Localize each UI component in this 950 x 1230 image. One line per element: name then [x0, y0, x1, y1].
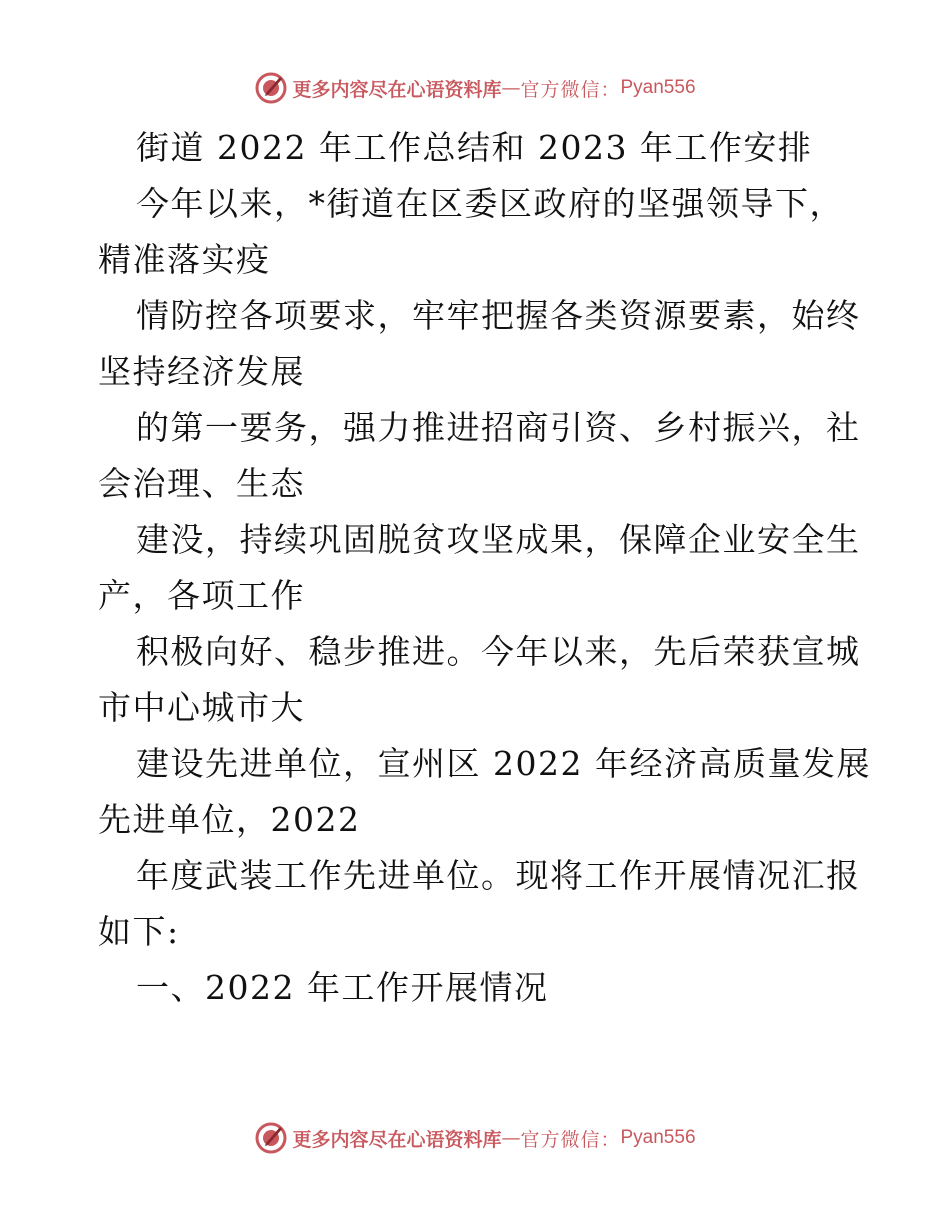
paragraph-line: 今年以来，*街道在区委区政府的坚强领导下，: [136, 184, 844, 223]
watermark-wechat-id: Pyan556: [620, 77, 696, 98]
paragraph-line: 坚持经济发展: [98, 352, 305, 391]
logo-icon: [254, 1121, 288, 1155]
watermark-dash: —: [501, 77, 521, 99]
watermark-wechat-id: Pyan556: [620, 1127, 696, 1148]
paragraph-line: 会治理、生态: [98, 464, 305, 503]
watermark-banner-bottom: [0, 1118, 950, 1158]
paragraph-line: 的第一要务，强力推进招商引资、乡村振兴，社: [136, 408, 861, 447]
logo-icon: [254, 71, 288, 105]
section-heading: 一、2022 年工作开展情况: [136, 968, 549, 1007]
watermark-official-label: 官方微信：: [520, 1128, 621, 1151]
paragraph-line: 建设先进单位，宣州区 2022 年经济高质量发展: [136, 744, 871, 783]
paragraph-line: 建没，持续巩固脱贫攻坚成果，保障企业安全生: [136, 520, 861, 559]
watermark-dash: —: [501, 1127, 521, 1149]
paragraph-line: 先进单位，2022: [98, 800, 361, 839]
document-title: 街道 2022 年工作总结和 2023 年工作安排: [136, 128, 813, 167]
paragraph-line: 市中心城市大: [98, 688, 305, 727]
paragraph-line: 情防控各项要求，牢牢把握各类资源要素，始终: [136, 296, 861, 335]
watermark-banner-top: [0, 68, 950, 108]
paragraph-line: 如下:: [98, 912, 180, 951]
watermark-official-label: 官方微信：: [520, 78, 621, 101]
document-body: [98, 120, 871, 1016]
watermark-brand: 更多内容尽在心语资料库: [292, 78, 502, 101]
paragraph-line: 年度武装工作先进单位。现将工作开展情况汇报: [136, 856, 861, 895]
paragraph-line: 积极向好、稳步推进。今年以来，先后荣获宣城: [136, 632, 861, 671]
paragraph-line: 产，各项工作: [98, 576, 305, 615]
watermark-brand: 更多内容尽在心语资料库: [292, 1128, 502, 1151]
paragraph-line: 精准落实疫: [98, 240, 271, 279]
